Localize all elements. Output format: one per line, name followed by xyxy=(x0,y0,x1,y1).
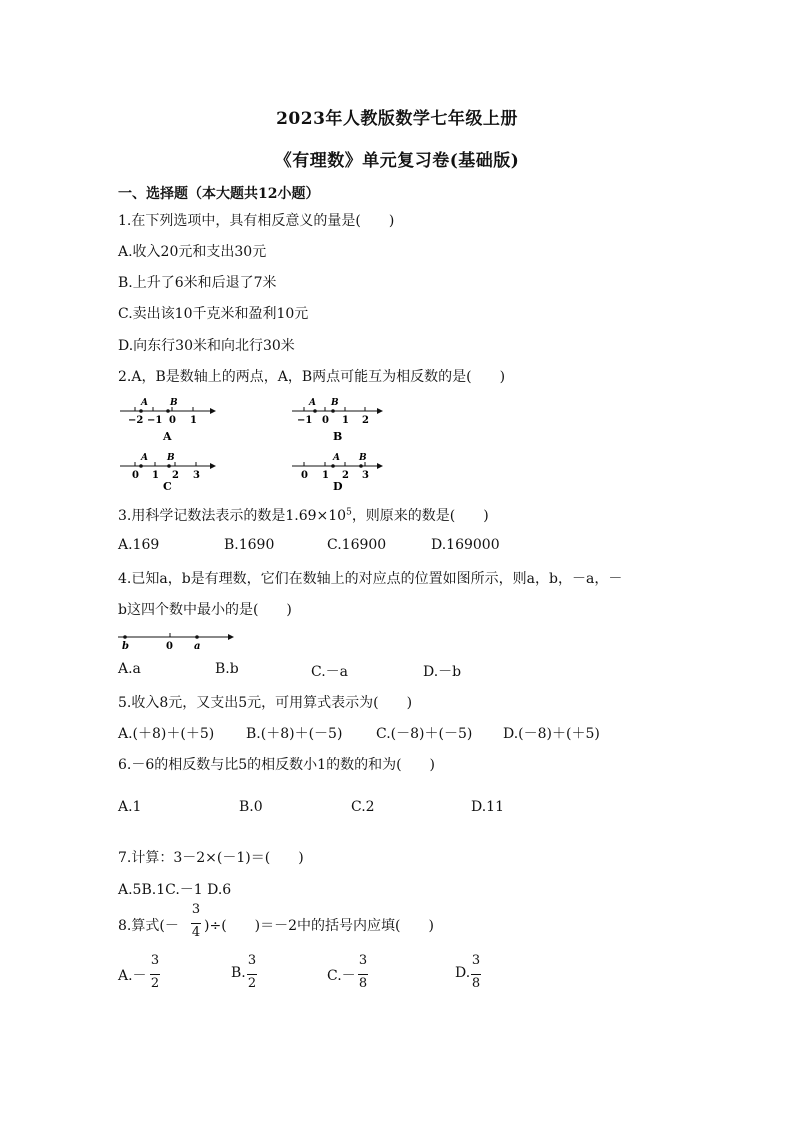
q8-frac-denominator: 4 xyxy=(191,925,201,940)
q8-option-a-num: 3 xyxy=(150,953,160,968)
q1-stem: 1.在下列选项中，具有相反意义的量是( ) xyxy=(118,213,395,229)
q8-option-a-label: A.－ xyxy=(118,968,147,984)
q6-stem: 6.－6的相反数与比5的相反数小1的数的和为( ) xyxy=(118,757,436,773)
q2-diagram-a xyxy=(120,398,215,443)
q8-option-d-bar xyxy=(471,974,481,975)
q2-stem: 2.A，B是数轴上的两点，A，B两点可能互为相反数的是( ) xyxy=(118,369,506,385)
q4-option-a: A.a xyxy=(118,661,141,677)
q2-diagram-c xyxy=(120,453,215,493)
q2-a-point-a: A xyxy=(141,398,148,408)
q6-option-c: C.2 xyxy=(351,799,375,815)
q2-c-tick-4: 3 xyxy=(193,470,200,481)
q2-d-tick-3: 2 xyxy=(342,470,349,481)
q2-d-tick-2: 1 xyxy=(322,470,329,481)
q2-b-point-a: A xyxy=(309,398,316,408)
q1-option-b: B.上升了6米和后退了7米 xyxy=(118,275,277,291)
q2-a-tick-3: 0 xyxy=(169,415,176,426)
q8-options xyxy=(118,955,518,997)
q4-option-b: B.b xyxy=(215,661,239,677)
q8-option-c-bar xyxy=(358,974,368,975)
q2-b-tick-3: 1 xyxy=(342,415,349,426)
q2-a-tick-1: −2 xyxy=(128,415,144,426)
q1-option-c: C.卖出该10千克米和盈利10元 xyxy=(118,306,309,322)
q2-c-tick-3: 2 xyxy=(172,470,179,481)
q8-frac-numerator: 3 xyxy=(191,902,201,917)
q2-b-caption: B xyxy=(333,430,343,443)
q5-option-b: B.(＋8)＋(－5) xyxy=(246,726,343,742)
q2-d-point-a: A xyxy=(333,453,340,463)
q8-option-c-num: 3 xyxy=(358,953,368,968)
q2-a-tick-4: 1 xyxy=(190,415,197,426)
q2-b-tick-1: −1 xyxy=(297,415,313,426)
q2-diagram-b xyxy=(292,398,382,443)
q2-d-point-b: B xyxy=(359,453,367,463)
q4-option-d: D.－b xyxy=(423,664,462,680)
q2-d-caption: D xyxy=(333,480,343,493)
q7-stem: 7.计算：3－2×(－1)＝( ) xyxy=(118,850,304,866)
q2-b-point-b: B xyxy=(331,398,339,408)
q2-c-tick-2: 1 xyxy=(152,470,159,481)
q4-stem-line1: 4.已知a，b是有理数，它们在数轴上的对应点的位置如图所示，则a，b，－a，－ xyxy=(118,571,623,587)
q5-option-d: D.(－8)＋(＋5) xyxy=(503,726,600,742)
q2-c-tick-1: 0 xyxy=(132,470,139,481)
q4-number-line xyxy=(115,628,240,652)
q3-option-b: B.1690 xyxy=(224,537,275,553)
q2-d-tick-1: 0 xyxy=(301,470,308,481)
q5-option-a: A.(＋8)＋(＋5) xyxy=(118,726,215,742)
exam-subtitle: 《有理数》单元复习卷(基础版) xyxy=(274,151,520,171)
q3-option-a: A.169 xyxy=(118,537,160,553)
q8-frac-bar xyxy=(191,923,201,924)
q4-label-zero: 0 xyxy=(166,641,173,652)
q3-exponent: 5 xyxy=(346,507,352,518)
q8-option-a-bar xyxy=(150,974,160,975)
q8-option-b-den: 2 xyxy=(247,976,257,991)
q2-a-tick-2: −1 xyxy=(147,415,163,426)
q8-option-b-bar xyxy=(247,974,257,975)
q8-stem xyxy=(118,902,518,945)
q8-option-c-den: 8 xyxy=(358,976,368,991)
q8-option-b-label: B. xyxy=(231,965,246,981)
exam-title: 2023年人教版数学七年级上册 xyxy=(276,109,518,129)
q6-option-d: D.11 xyxy=(471,799,504,815)
q4-label-b: b xyxy=(122,641,129,652)
q8-option-d-den: 8 xyxy=(471,976,481,991)
q3-stem-post: ，则原来的数是( ) xyxy=(351,508,489,524)
section-heading: 一、选择题（本大题共12小题） xyxy=(118,186,320,202)
q8-stem-post: )÷( )＝－2中的括号内应填( ) xyxy=(204,918,434,934)
q4-label-a: a xyxy=(194,641,201,652)
q8-stem-pre: 8.算式(－ xyxy=(118,918,179,934)
q8-option-c-label: C.－ xyxy=(327,968,356,984)
q8-option-d-label: D. xyxy=(455,965,471,981)
q8-option-a-den: 2 xyxy=(150,976,160,991)
q2-a-caption: A xyxy=(163,430,172,443)
q4-option-c: C.－a xyxy=(311,664,349,680)
q1-option-a: A.收入20元和支出30元 xyxy=(118,244,267,260)
q1-option-d: D.向东行30米和向北行30米 xyxy=(118,338,295,354)
q2-b-tick-4: 2 xyxy=(362,415,369,426)
q3-option-c: C.16900 xyxy=(327,537,387,553)
q2-c-point-b: B xyxy=(167,453,175,463)
q2-c-point-a: A xyxy=(141,453,148,463)
q5-stem: 5.收入8元，又支出5元，可用算式表示为( ) xyxy=(118,695,413,711)
q5-option-c: C.(－8)＋(－5) xyxy=(376,726,473,742)
q2-diagram-d xyxy=(292,453,382,493)
q2-b-tick-2: 0 xyxy=(322,415,329,426)
q6-option-b: B.0 xyxy=(239,799,263,815)
q7-options: A.5B.1C.－1 D.6 xyxy=(118,882,232,898)
q2-number-line-diagrams xyxy=(115,394,405,496)
q2-c-caption: C xyxy=(163,480,172,493)
q6-option-a: A.1 xyxy=(118,799,142,815)
q2-a-point-b: B xyxy=(170,398,178,408)
q3-stem xyxy=(118,505,489,525)
q2-d-tick-4: 3 xyxy=(362,470,369,481)
q3-stem-pre: 3.用科学记数法表示的数是1.69×10 xyxy=(118,508,347,524)
q4-stem-line2: b这四个数中最小的是( ) xyxy=(118,602,292,618)
q8-option-b-num: 3 xyxy=(247,953,257,968)
q3-option-d: D.169000 xyxy=(431,537,500,553)
q8-option-d-num: 3 xyxy=(471,953,481,968)
